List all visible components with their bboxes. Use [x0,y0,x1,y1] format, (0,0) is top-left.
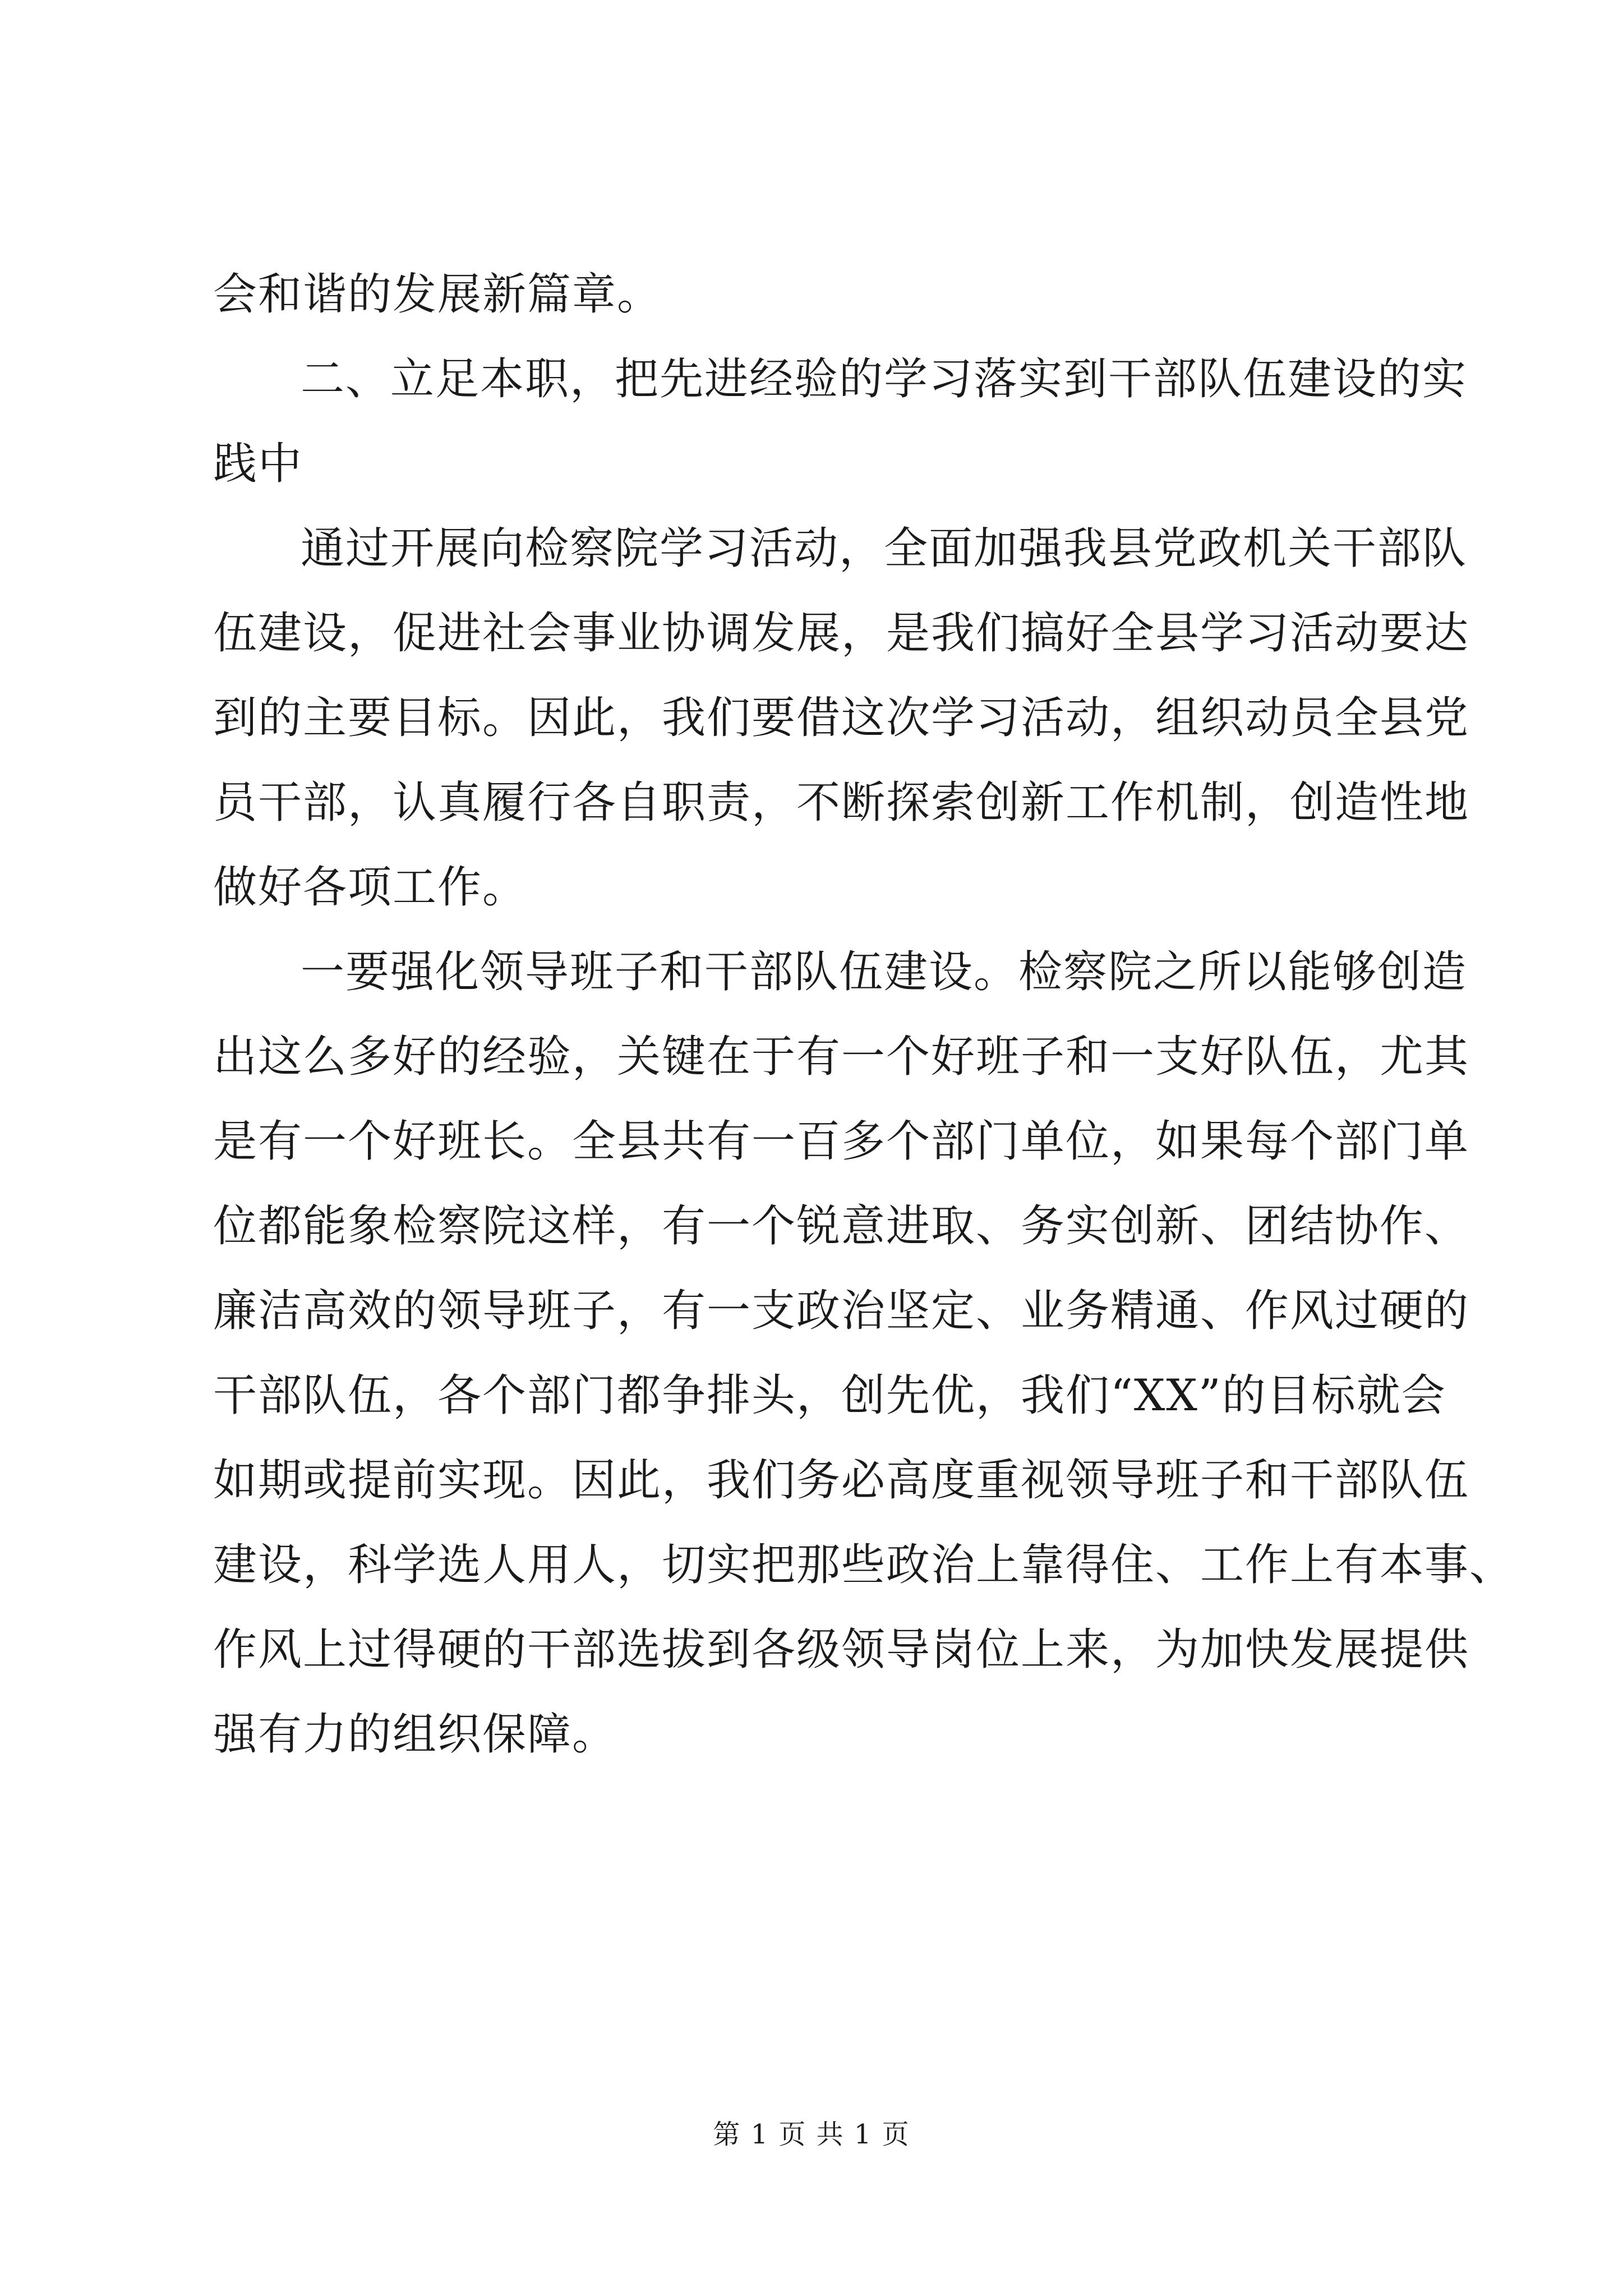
paragraph-line: 会和谐的发展新篇章。 [213,269,662,320]
paragraph-line: 建设，科学选人用人，切实把那些政治上靠得住、工作上有本事、 [213,1540,1515,1590]
paragraph-line: 如期或提前实现。因此，我们务必高度重视领导班子和干部队伍 [213,1455,1470,1506]
paragraph-line: 到的主要目标。因此，我们要借这次学习活动，组织动员全县党 [213,693,1470,743]
section-heading-line: 二、立足本职，把先进经验的学习落实到干部队伍建设的实 [301,354,1468,404]
paragraph-line: 干部队伍，各个部门都争排头，创先优，我们“XX”的目标就会 [213,1370,1446,1421]
paragraph-line: 位都能象检察院这样，有一个锐意进取、务实创新、团结协作、 [213,1201,1470,1251]
paragraph-line: 廉洁高效的领导班子，有一支政治坚定、业务精通、作风过硬的 [213,1286,1470,1336]
document-body [213,252,1515,1777]
paragraph-line: 是有一个好班长。全县共有一百多个部门单位，如果每个部门单 [213,1116,1470,1167]
paragraph-line: 通过开展向检察院学习活动，全面加强我县党政机关干部队 [301,523,1468,574]
paragraph-line: 做好各项工作。 [213,862,528,913]
page-footer [0,2118,1623,2151]
paragraph-line: 一要强化领导班子和干部队伍建设。检察院之所以能够创造 [301,947,1468,997]
paragraph-line: 强有力的组织保障。 [213,1709,617,1760]
page-number-label: 第 1 页 共 1 页 [713,2119,910,2150]
paragraph-line: 出这么多好的经验，关键在于有一个好班子和一支好队伍，尤其 [213,1032,1470,1082]
paragraph-line: 作风上过得硬的干部选拔到各级领导岗位上来，为加快发展提供 [213,1625,1470,1675]
section-heading-line: 践中 [213,439,303,489]
paragraph-line: 伍建设，促进社会事业协调发展，是我们搞好全县学习活动要达 [213,608,1470,659]
paragraph-line: 员干部，认真履行各自职责，不断探索创新工作机制，创造性地 [213,777,1470,828]
